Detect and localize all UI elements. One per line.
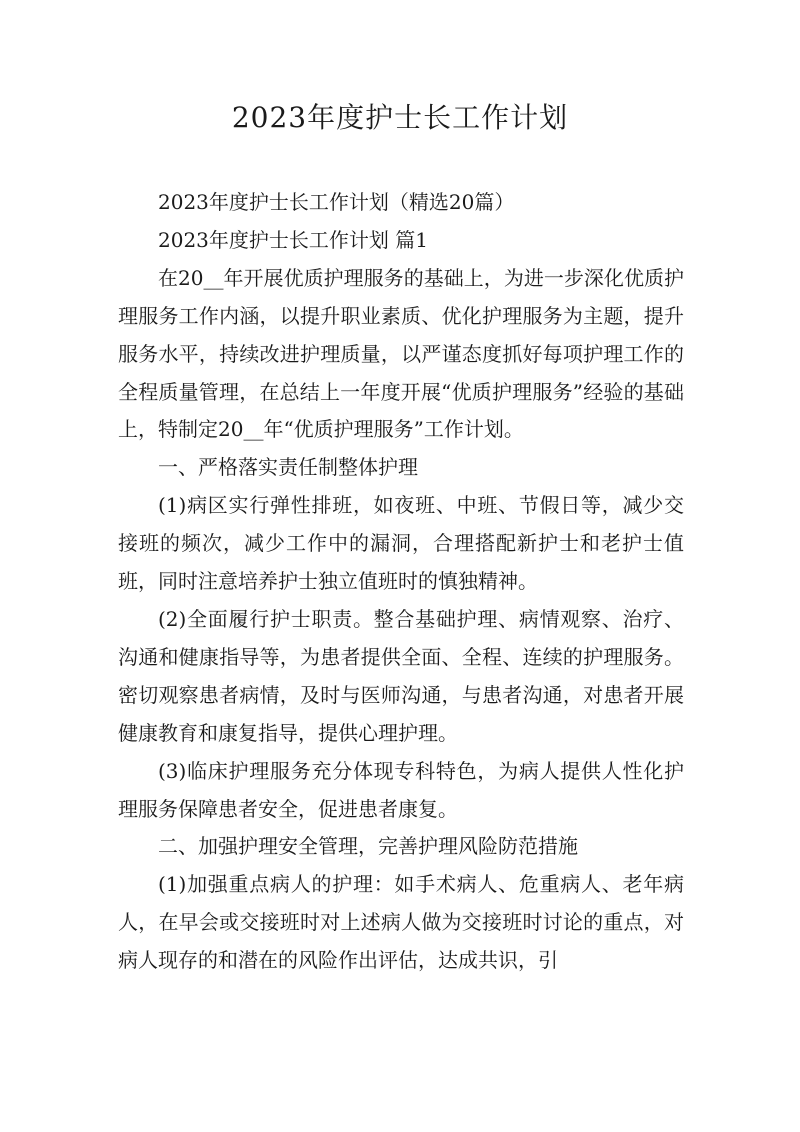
item-specialty-care: (3)临床护理服务充分体现专科特色，为病人提供人性化护理服务保障患者安全，促进患者康复。 bbox=[118, 758, 684, 821]
item-flexible-scheduling: (1)病区实行弹性排班，如夜班、中班、节假日等，减少交接班的频次，减少工作中的漏洞，合理搭配新护士和老护士值班，同时注意培养护士独立值班时的慎独精神。 bbox=[118, 493, 684, 594]
heading-responsibility-nursing: 一、严格落实责任制整体护理 bbox=[158, 455, 418, 480]
document-body bbox=[118, 184, 684, 980]
item-key-patients: (1)加强重点病人的护理：如手术病人、危重病人、老年病人，在早会或交接班时对上述病人做为交接班时讨论的重点，对病人现存的和潜在的风险作出评估，达成共识，引 bbox=[118, 872, 684, 973]
heading-safety-management: 二、加强护理安全管理，完善护理风险防范措施 bbox=[158, 834, 578, 859]
document-title: 2023年度护士长工作计划 bbox=[231, 101, 569, 134]
subtitle-selection: 2023年度护士长工作计划（精选20篇） bbox=[158, 190, 515, 214]
section-heading-part-1: 2023年度护士长工作计划 篇1 bbox=[158, 227, 428, 252]
intro-paragraph: 在20__年开展优质护理服务的基础上，为进一步深化优质护理服务工作内涵，以提升职业素质、优化护理服务为主题，提升服务水平，持续改进护理质量，以严谨态度抓好每项护理工作的全程质量管理，在总结上一年度开展“优质护理服务”经验的基础上，特制定20__年“优质护理服务”工作计划。 bbox=[118, 265, 684, 442]
item-nurse-duties: (2)全面履行护士职责。整合基础护理、病情观察、治疗、沟通和健康指导等，为患者提供全面、全程、连续的护理服务。密切观察患者病情，及时与医师沟通，与患者沟通，对患者开展健康教育和康复指导，提供心理护理。 bbox=[118, 606, 684, 745]
